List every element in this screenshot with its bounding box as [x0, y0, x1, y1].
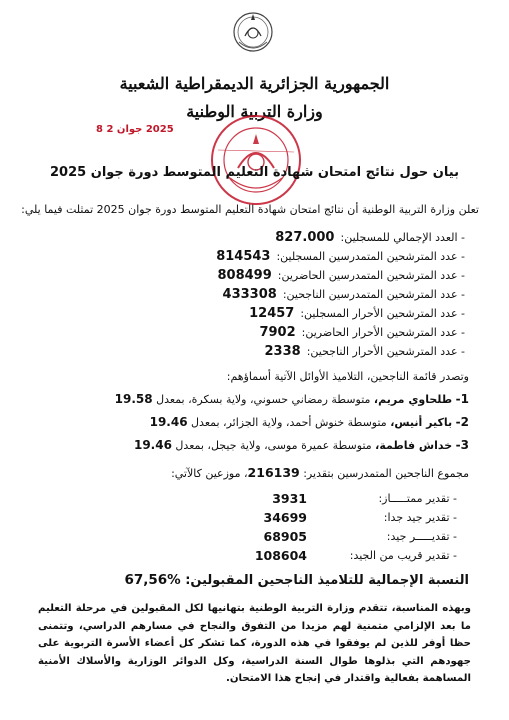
- mention-row: [272, 491, 457, 506]
- ministry-title: وزارة التربية الوطنية: [186, 102, 323, 121]
- mention-row: [254, 548, 457, 563]
- stat-row: [275, 230, 465, 245]
- stat-value: 12457: [249, 306, 295, 321]
- success-rate: [124, 572, 469, 588]
- total-line: [171, 465, 469, 480]
- total-value: 216139: [247, 465, 300, 480]
- stat-row: [259, 325, 465, 340]
- stat-label: - عدد المترشحين الأحرار المسجلين:: [300, 307, 465, 320]
- laureate-school: متوسطة عميرة موسى، ولاية جيجل، بمعدل: [171, 439, 376, 452]
- stat-row: [265, 344, 466, 359]
- intro-text: تعلن وزارة التربية الوطنية أن نتائج امتحان شهادة التعليم المتوسط دورة جوان 2025 تمثلت فيما يلي:: [21, 203, 479, 216]
- laureate-rank: 3-: [455, 438, 469, 452]
- laureate-average: 19.46: [149, 415, 188, 429]
- laureate-name: طلحاوي مريم،: [373, 393, 453, 406]
- stat-value: 433308: [222, 287, 277, 302]
- mention-label: - تقدير ممتـــــاز:: [378, 492, 457, 505]
- statement-title: بيان حول نتائج امتحان شهادة التعليم المتوسط دورة جوان 2025: [50, 165, 459, 180]
- mention-label: - تقديـــــر جيد:: [386, 530, 457, 543]
- mention-label: - تقدير جيد جدا:: [383, 511, 457, 524]
- laureate-average: 19.58: [114, 392, 153, 406]
- mention-value: 68905: [263, 529, 307, 544]
- stat-label: - عدد المترشحين الأحرار الناجحين:: [306, 345, 465, 358]
- laureate-rank: 2-: [455, 415, 469, 429]
- mention-row: [263, 510, 457, 525]
- stat-value: 7902: [259, 325, 296, 340]
- stat-row: [223, 287, 465, 302]
- closing-paragraph: وبهذه المناسبة، تتقدم وزارة التربية الوطنية بتهانيها لكل المقبولين في مرحلة التعليم ما بعد الإلزامي متمنية لهم مزيدا من التفوق والنجاح في مسارهم الدراسي، وتتمنى حظا أوفر للذين لم يوفقوا في هذه الدورة، كما تشكر كل أعضاء الأسرة التربوية على جهودهم التي بذلوها طوال السنة الدراسية، وكل الدوائر الوزارية والأسلاك الأمنية المساهمة بفعالية واقتدار في إنجاح هذا الامتحان.: [38, 603, 471, 684]
- mention-row: [263, 529, 457, 544]
- stat-row: [249, 306, 465, 321]
- handwritten-date: 2025 جوان 2 8: [96, 124, 174, 135]
- republic-title: الجمهورية الجزائرية الديمقراطية الشعبية: [119, 74, 390, 93]
- laureate-name: باكير أنيس،: [390, 416, 453, 429]
- laureate-row: [150, 415, 469, 429]
- total-prefix: مجموع الناجحين المتمدرسين بتقدير:: [299, 467, 469, 480]
- stat-value: 2338: [264, 344, 301, 359]
- stat-label: - عدد المترشحين الأحرار الحاضرين:: [301, 326, 465, 339]
- algeria-emblem-icon: [231, 6, 275, 56]
- stat-label: - العدد الإجمالي للمسجلين:: [340, 231, 465, 244]
- stat-row: [216, 249, 465, 264]
- laureate-row: [115, 392, 469, 406]
- laureate-rank: 1-: [455, 392, 469, 406]
- stat-row: [218, 268, 466, 283]
- total-suffix: ، موزعين كالآتي:: [171, 467, 248, 480]
- laureate-average: 19.46: [133, 438, 172, 452]
- laureate-school: متوسطة رمضاني حسوني، ولاية بسكرة، بمعدل: [152, 393, 374, 406]
- stat-value: 814543: [216, 249, 271, 264]
- success-rate-value: %67,56: [124, 572, 181, 588]
- laureate-row: [134, 438, 469, 452]
- ministry-seal-icon: [208, 112, 304, 208]
- stat-label: - عدد المترشحين المتمدرسين الناجحين:: [282, 288, 465, 301]
- laureate-name: خداش فاطمة،: [375, 439, 453, 452]
- mention-value: 34699: [263, 510, 307, 525]
- mention-value: 108604: [254, 548, 307, 563]
- mention-label: - تقدير قريب من الجيد:: [349, 549, 457, 562]
- laureate-school: متوسطة خنوش أحمد، ولاية الجزائر، بمعدل: [187, 416, 391, 429]
- stat-label: - عدد المترشحين المتمدرسين الحاضرين:: [277, 269, 465, 282]
- stat-value: 827.000: [275, 230, 335, 245]
- mention-value: 3931: [272, 491, 307, 506]
- stat-label: - عدد المترشحين المتمدرسين المسجلين:: [276, 250, 465, 263]
- laureates-intro: وتصدر قائمة الناجحين، التلاميذ الأوائل الآتية أسماؤهم:: [226, 370, 469, 383]
- success-rate-label: النسبة الإجمالية للتلاميذ الناجحين المقبولين:: [180, 573, 469, 588]
- stat-value: 808499: [217, 268, 272, 283]
